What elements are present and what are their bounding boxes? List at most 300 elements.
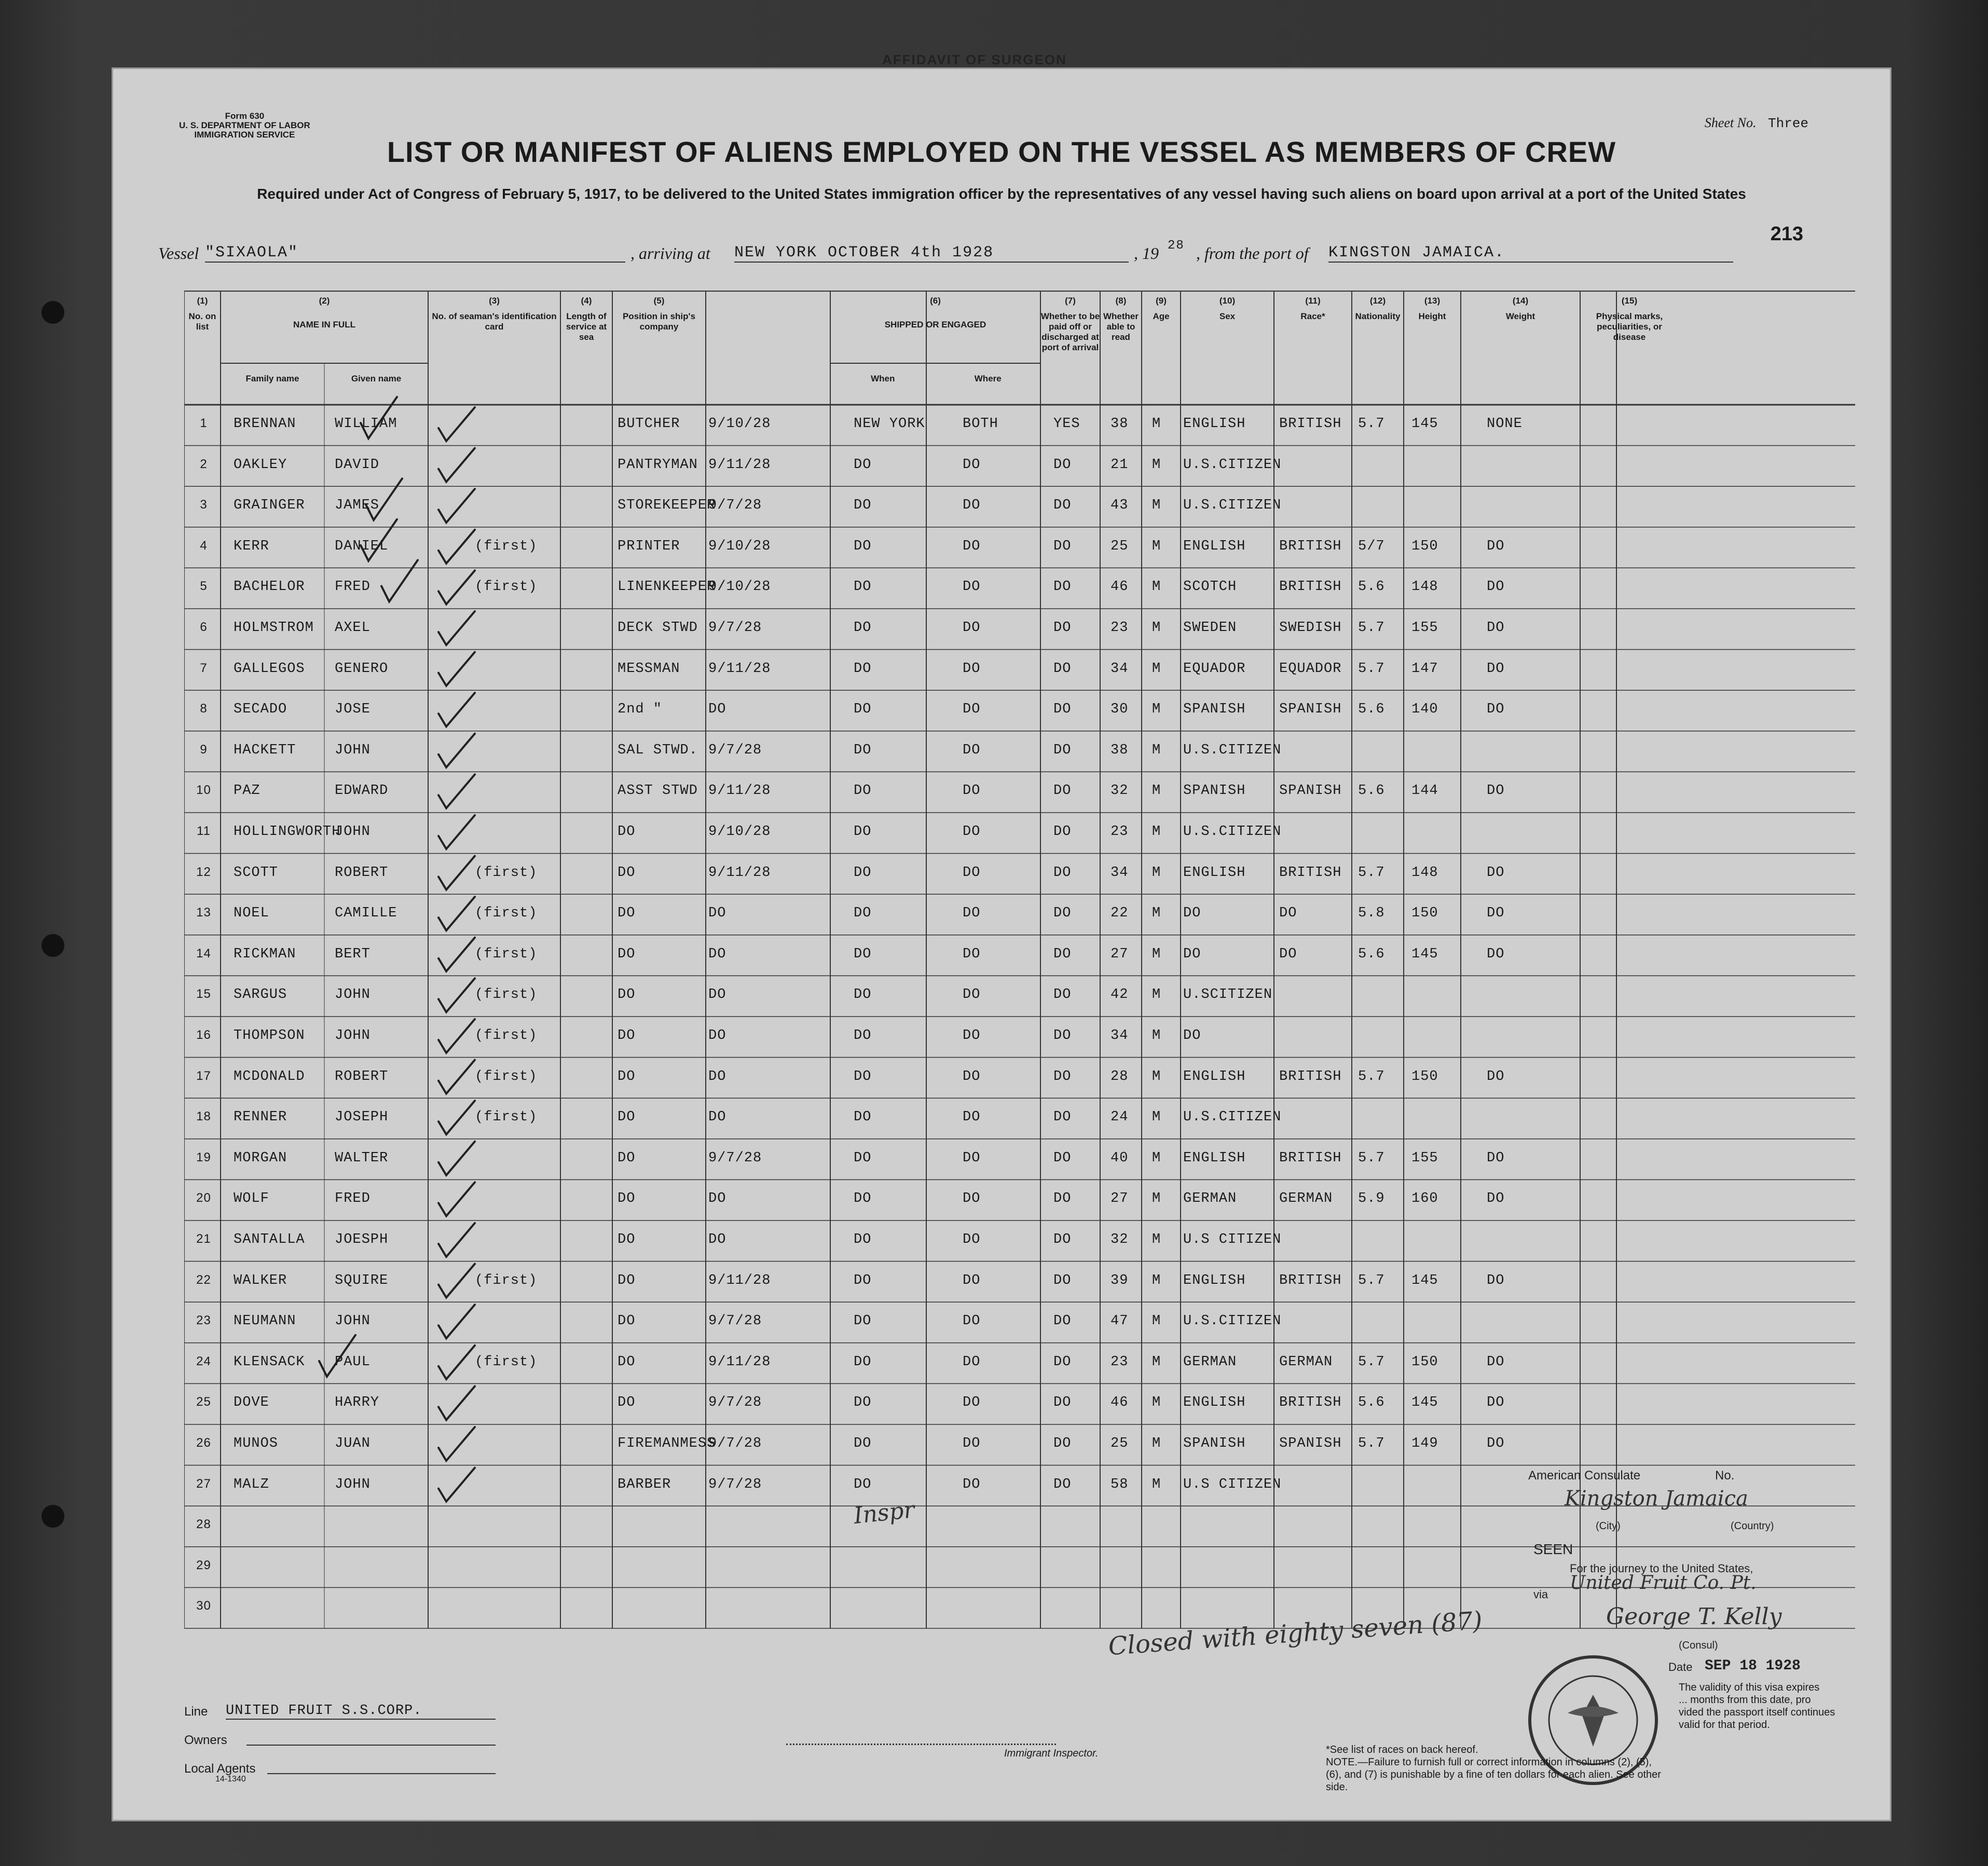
cell-sex: M	[1152, 783, 1161, 799]
column-number: (15)	[1621, 296, 1638, 306]
via-label: via	[1533, 1588, 1548, 1601]
cell-shipped-where: DO	[854, 905, 872, 922]
cell-family-name: SCOTT	[234, 865, 279, 881]
check-mark-icon	[438, 693, 475, 726]
check-mark-icon	[438, 815, 475, 849]
via-value: United Fruit Co. Pt.	[1570, 1572, 1757, 1594]
cell-shipped-where: DO	[854, 1028, 872, 1044]
cell-given-name: WALTER	[335, 1150, 389, 1166]
consul-signature: George T. Kelly	[1606, 1603, 1782, 1630]
cell-row-number: 22	[196, 1272, 211, 1287]
cell-height: 5.9	[1358, 1191, 1385, 1207]
cell-given-name: ROBERT	[335, 1068, 389, 1085]
cell-height: 5.6	[1358, 702, 1385, 718]
cell-shipped-when: 9/11/28	[708, 1272, 771, 1288]
cell-shipped-when: DO	[708, 905, 726, 922]
cell-height: 5.6	[1358, 579, 1385, 595]
cell-weight: 155	[1411, 620, 1438, 636]
cell-given-name: JOHN	[335, 824, 371, 840]
check-mark-icon	[438, 978, 475, 1012]
check-mark-icon	[438, 1427, 475, 1461]
cell-family-name: MUNOS	[234, 1436, 279, 1451]
cell-shipped-when: 9/11/28	[708, 783, 771, 799]
city-label: (City)	[1596, 1520, 1621, 1532]
col-age-header	[1142, 296, 1181, 322]
col-paid-off-header	[1040, 296, 1100, 353]
column-label: NAME IN FULL	[293, 320, 355, 330]
cell-able-to-read: DO	[1053, 457, 1072, 473]
cell-nationality: SPANISH	[1279, 1436, 1342, 1451]
cell-physical-marks: DO	[1487, 1272, 1505, 1288]
from-port-value: KINGSTON JAMAICA.	[1328, 244, 1733, 263]
check-mark-icon	[438, 1060, 475, 1094]
punch-hole	[42, 301, 64, 324]
cell-race: DO	[1183, 905, 1201, 922]
cell-paid-off: DO	[963, 865, 981, 881]
cell-row-number: 6	[200, 620, 208, 634]
cell-weight: 140	[1411, 702, 1438, 718]
cell-sex: M	[1152, 498, 1161, 514]
cell-family-name: BRENNAN	[234, 416, 296, 432]
check-mark-icon	[438, 1468, 475, 1502]
cell-race: ENGLISH	[1183, 416, 1246, 432]
cell-position: BARBER	[618, 1476, 671, 1492]
cell-weight: 144	[1411, 783, 1438, 799]
service: IMMIGRATION SERVICE	[194, 130, 295, 140]
column-sublabel: Given name	[351, 374, 402, 383]
cell-family-name: OAKLEY	[234, 457, 287, 473]
cell-paid-off: DO	[963, 905, 981, 922]
cell-weight: 160	[1411, 1191, 1438, 1207]
check-mark-icon	[438, 1223, 475, 1257]
cell-height: 5.7	[1358, 661, 1385, 677]
cell-given-name: JOHN	[335, 987, 371, 1003]
cell-shipped-where: DO	[854, 1272, 872, 1288]
check-mark-icon	[438, 611, 475, 645]
cell-position: DO	[618, 824, 636, 840]
consul-label: (Consul)	[1679, 1640, 1718, 1651]
cell-able-to-read: DO	[1053, 987, 1072, 1003]
cell-position: MESSMAN	[618, 661, 680, 677]
cell-age: 25	[1110, 1436, 1129, 1451]
cell-nationality: BRITISH	[1279, 1150, 1342, 1166]
cell-nationality: DO	[1279, 946, 1297, 962]
cell-age: 28	[1110, 1068, 1129, 1085]
cell-race: U.S.CITIZEN	[1183, 742, 1282, 758]
cell-sex: M	[1152, 661, 1161, 677]
year-suffix: 28	[1168, 239, 1185, 253]
cell-given-name: PAUL	[335, 1354, 371, 1370]
column-sublabel: Family name	[245, 374, 299, 383]
cell-shipped-when: 9/7/28	[708, 1476, 762, 1492]
cell-row-number: 24	[196, 1354, 211, 1368]
cell-sex: M	[1152, 1436, 1161, 1451]
cell-row-number: 27	[196, 1476, 211, 1491]
cell-physical-marks: DO	[1487, 1191, 1505, 1207]
cell-family-name: MALZ	[234, 1476, 269, 1492]
cell-row-number: 17	[196, 1068, 211, 1083]
cell-shipped-when: 9/11/28	[708, 457, 771, 473]
cell-shipped-when: 9/7/28	[708, 498, 762, 514]
cell-given-name: JOHN	[335, 1028, 371, 1044]
col-sex-header	[1181, 296, 1274, 322]
cell-sex: M	[1152, 1354, 1161, 1370]
cell-height: 5.7	[1358, 865, 1385, 881]
cell-position: DO	[618, 946, 636, 962]
cell-physical-marks: DO	[1487, 1436, 1505, 1451]
column-label: Age	[1153, 311, 1170, 321]
cell-height: 5.6	[1358, 946, 1385, 962]
cell-shipped-when: 9/7/28	[708, 1436, 762, 1451]
punch-hole	[42, 934, 64, 957]
column-label: SHIPPED OR ENGAGED	[884, 320, 986, 330]
cell-physical-marks: DO	[1487, 905, 1505, 922]
cell-seaman-card: (first)	[475, 1354, 538, 1370]
cell-row-number: 25	[196, 1395, 211, 1409]
cell-sex: M	[1152, 742, 1161, 758]
cell-paid-off: DO	[963, 1436, 981, 1451]
cell-age: 25	[1110, 538, 1129, 554]
cell-age: 38	[1110, 742, 1129, 758]
cell-physical-marks: DO	[1487, 620, 1505, 636]
country-label: (Country)	[1731, 1520, 1774, 1532]
cell-given-name: JOHN	[335, 742, 371, 758]
cell-row-number: 14	[196, 946, 211, 961]
cell-nationality: SWEDISH	[1279, 620, 1342, 636]
column-sublabel: Where	[974, 374, 1002, 383]
check-mark-icon	[438, 1386, 475, 1420]
cell-nationality: SPANISH	[1279, 702, 1342, 718]
cell-family-name: GALLEGOS	[234, 661, 305, 677]
cell-position: DO	[618, 865, 636, 881]
cell-shipped-where: DO	[854, 783, 872, 799]
cell-shipped-when: 9/11/28	[708, 1354, 771, 1370]
cell-family-name: HACKETT	[234, 742, 296, 758]
cell-given-name: WILLIAM	[335, 416, 397, 432]
cell-sex: M	[1152, 1272, 1161, 1288]
check-mark-icon	[438, 1142, 475, 1175]
cell-race: U.S CITIZEN	[1183, 1476, 1282, 1492]
column-number: (13)	[1424, 296, 1441, 306]
cell-height: 5.7	[1358, 620, 1385, 636]
column-number: (4)	[581, 296, 592, 306]
cell-paid-off: DO	[963, 1313, 981, 1329]
col-height-header	[1404, 296, 1461, 322]
column-label: Height	[1418, 311, 1446, 321]
cell-able-to-read: DO	[1053, 946, 1072, 962]
cell-given-name: DANIEL	[335, 538, 389, 554]
cell-paid-off: DO	[963, 620, 981, 636]
cell-paid-off: DO	[963, 1272, 981, 1288]
journey-label: For the journey to the United States,	[1570, 1562, 1753, 1575]
cell-paid-off: DO	[963, 1191, 981, 1207]
cell-shipped-where: DO	[854, 987, 872, 1003]
cell-shipped-where: DO	[854, 1150, 872, 1166]
cell-weight: 145	[1411, 1272, 1438, 1288]
cell-family-name: SECADO	[234, 702, 287, 718]
cell-sex: M	[1152, 824, 1161, 840]
cell-family-name: NOEL	[234, 905, 269, 922]
cell-weight: 155	[1411, 1150, 1438, 1166]
cell-family-name: GRAINGER	[234, 498, 305, 514]
cell-given-name: JOHN	[335, 1313, 371, 1329]
cell-row-number: 29	[196, 1558, 211, 1572]
cell-seaman-card: (first)	[475, 1109, 538, 1126]
check-mark-icon	[438, 448, 475, 482]
cell-shipped-when: DO	[708, 946, 726, 962]
cell-able-to-read: DO	[1053, 1272, 1072, 1288]
cell-given-name: SQUIRE	[335, 1272, 389, 1288]
column-number: (3)	[489, 296, 500, 306]
cell-row-number: 28	[196, 1517, 211, 1532]
cell-paid-off: DO	[963, 946, 981, 962]
cell-height: 5.7	[1358, 1354, 1385, 1370]
cell-age: 58	[1110, 1476, 1129, 1492]
column-label: Weight	[1505, 311, 1535, 321]
cell-weight: 147	[1411, 661, 1438, 677]
cell-paid-off: DO	[963, 824, 981, 840]
department: U. S. DEPARTMENT OF LABOR	[179, 120, 310, 130]
cell-shipped-where: DO	[854, 1068, 872, 1085]
cell-shipped-where: DO	[854, 865, 872, 881]
validity-line: ... months from this date, pro	[1679, 1694, 1811, 1706]
col-position-header	[612, 296, 706, 332]
cell-given-name: AXEL	[335, 620, 371, 636]
check-mark-icon	[438, 1019, 475, 1053]
check-mark-icon	[438, 530, 475, 564]
visa-validity	[1679, 1681, 1876, 1731]
cell-seaman-card: (first)	[475, 946, 538, 962]
cell-paid-off: DO	[963, 1109, 981, 1126]
cell-row-number: 21	[196, 1232, 211, 1246]
cell-shipped-when: 9/7/28	[708, 1313, 762, 1329]
owners-line	[246, 1745, 496, 1746]
cell-sex: M	[1152, 1395, 1161, 1411]
cell-position: DO	[618, 1313, 636, 1329]
validity-line: The validity of this visa expires	[1679, 1682, 1820, 1693]
cell-family-name: HOLMSTROM	[234, 620, 314, 636]
cell-row-number: 26	[196, 1436, 211, 1450]
arriving-label: , arriving at	[630, 244, 710, 263]
cell-shipped-where: DO	[854, 498, 872, 514]
cell-physical-marks: DO	[1487, 1068, 1505, 1085]
cell-able-to-read: DO	[1053, 1313, 1072, 1329]
cell-family-name: MCDONALD	[234, 1068, 305, 1085]
cell-nationality: EQUADOR	[1279, 661, 1342, 677]
cell-age: 34	[1110, 661, 1129, 677]
cell-shipped-when: 9/11/28	[708, 661, 771, 677]
cell-shipped-where: DO	[854, 538, 872, 554]
cell-family-name: PAZ	[234, 783, 261, 799]
cell-nationality: BRITISH	[1279, 1272, 1342, 1288]
cell-weight: 149	[1411, 1436, 1438, 1451]
cell-paid-off: DO	[963, 1028, 981, 1044]
cell-given-name: JOSEPH	[335, 1109, 389, 1126]
cell-family-name: SARGUS	[234, 987, 287, 1003]
cell-shipped-where: DO	[854, 620, 872, 636]
cell-given-name: CAMILLE	[335, 905, 397, 922]
cell-shipped-where: DO	[854, 457, 872, 473]
cell-race: ENGLISH	[1183, 1272, 1246, 1288]
cell-shipped-when: 9/7/28	[708, 742, 762, 758]
cell-shipped-when: 9/7/28	[708, 1150, 762, 1166]
cell-nationality: GERMAN	[1279, 1191, 1333, 1207]
column-label: Whether to be paid off or discharged at port of arrival	[1040, 311, 1100, 352]
cell-able-to-read: DO	[1053, 742, 1072, 758]
cell-shipped-when: DO	[708, 1068, 726, 1085]
cell-given-name: BERT	[335, 946, 371, 962]
cell-family-name: WOLF	[234, 1191, 269, 1207]
cell-age: 40	[1110, 1150, 1129, 1166]
cell-nationality: BRITISH	[1279, 1395, 1342, 1411]
column-number: (7)	[1065, 296, 1076, 306]
cell-age: 32	[1110, 1232, 1129, 1247]
cell-physical-marks: NONE	[1487, 416, 1523, 432]
cell-weight: 148	[1411, 865, 1438, 881]
cell-paid-off: DO	[963, 1354, 981, 1370]
cell-position: DO	[618, 905, 636, 922]
column-label: Nationality	[1355, 311, 1401, 321]
check-mark-icon	[438, 856, 475, 890]
cell-weight: 150	[1411, 538, 1438, 554]
col-nationality-header	[1352, 296, 1404, 322]
cell-row-number: 2	[200, 457, 208, 471]
cell-shipped-when: 9/7/28	[708, 620, 762, 636]
cell-shipped-when: DO	[708, 1109, 726, 1126]
cell-age: 22	[1110, 905, 1129, 922]
cell-shipped-where: DO	[854, 1354, 872, 1370]
cell-race: DO	[1183, 946, 1201, 962]
cell-race: U.S.CITIZEN	[1183, 1109, 1282, 1126]
cell-able-to-read: DO	[1053, 538, 1072, 554]
cell-position: SAL STWD.	[618, 742, 698, 758]
cell-row-number: 13	[196, 905, 211, 920]
cell-row-number: 10	[196, 783, 211, 798]
cell-age: 38	[1110, 416, 1129, 432]
cell-race: SPANISH	[1183, 702, 1246, 718]
column-label: Race*	[1300, 311, 1325, 321]
column-number: (8)	[1115, 296, 1127, 306]
cell-shipped-when: DO	[708, 702, 726, 718]
cell-age: 32	[1110, 783, 1129, 799]
cell-weight: 150	[1411, 1354, 1438, 1370]
cell-able-to-read: DO	[1053, 620, 1072, 636]
cell-shipped-when: DO	[708, 987, 726, 1003]
column-label: Physical marks, peculiarities, or disease	[1596, 311, 1663, 342]
cell-race: DO	[1183, 1028, 1201, 1044]
cell-age: 39	[1110, 1272, 1129, 1288]
cell-shipped-where: DO	[854, 1436, 872, 1451]
check-mark-icon	[438, 897, 475, 930]
cell-family-name: BACHELOR	[234, 579, 305, 595]
cell-age: 46	[1110, 1395, 1129, 1411]
cell-position: DO	[618, 1395, 636, 1411]
cell-row-number: 11	[197, 824, 211, 838]
cell-nationality: GERMAN	[1279, 1354, 1333, 1370]
cell-position: PANTRYMAN	[618, 457, 698, 473]
cell-race: U.SCITIZEN	[1183, 987, 1273, 1003]
cell-sex: M	[1152, 1191, 1161, 1207]
cell-race: ENGLISH	[1183, 1395, 1246, 1411]
column-number: (10)	[1219, 296, 1236, 306]
cell-physical-marks: DO	[1487, 538, 1505, 554]
cell-race: ENGLISH	[1183, 1068, 1246, 1085]
consulate-no-label: No.	[1715, 1469, 1735, 1483]
cell-age: 23	[1110, 824, 1129, 840]
cell-position: DO	[618, 1150, 636, 1166]
cell-able-to-read: DO	[1053, 1109, 1072, 1126]
cell-weight: 145	[1411, 1395, 1438, 1411]
check-mark-icon	[381, 560, 418, 601]
cell-position: DO	[618, 1232, 636, 1247]
cell-age: 27	[1110, 1191, 1129, 1207]
consulate-label: American Consulate	[1528, 1469, 1641, 1483]
cell-paid-off: BOTH	[963, 416, 998, 432]
cell-sex: M	[1152, 946, 1161, 962]
check-mark-icon	[438, 734, 475, 767]
cell-physical-marks: DO	[1487, 946, 1505, 962]
cell-row-number: 4	[200, 538, 208, 553]
owners-label: Owners	[184, 1733, 227, 1747]
cell-family-name: SANTALLA	[234, 1232, 305, 1247]
cell-nationality: BRITISH	[1279, 865, 1342, 881]
form-code: 14-1340	[215, 1775, 246, 1783]
cell-nationality: BRITISH	[1279, 579, 1342, 595]
cell-row-number: 16	[196, 1028, 211, 1042]
cell-height: 5.7	[1358, 1436, 1385, 1451]
cell-nationality: BRITISH	[1279, 1068, 1342, 1085]
cell-given-name: DAVID	[335, 457, 380, 473]
manifest-sheet	[112, 67, 1891, 1821]
inspector-initials: Inspr	[852, 1496, 916, 1530]
cell-paid-off: DO	[963, 742, 981, 758]
cell-shipped-where: DO	[854, 1191, 872, 1207]
cell-shipped-when: 9/10/28	[708, 824, 771, 840]
column-label: No. of seaman's identification card	[432, 311, 557, 332]
cell-age: 24	[1110, 1109, 1129, 1126]
cell-position: PRINTER	[618, 538, 680, 554]
column-number: (11)	[1305, 296, 1321, 306]
cell-able-to-read: DO	[1053, 1068, 1072, 1085]
cell-able-to-read: DO	[1053, 1150, 1072, 1166]
cell-weight: 150	[1411, 1068, 1438, 1085]
cell-family-name: HOLLINGWORTH	[234, 824, 341, 840]
column-label: Sex	[1219, 311, 1236, 321]
cell-position: DO	[618, 987, 636, 1003]
cell-shipped-when: 9/10/28	[708, 416, 771, 432]
cell-paid-off: DO	[963, 1232, 981, 1247]
cell-shipped-where: DO	[854, 1395, 872, 1411]
cell-height: 5.8	[1358, 905, 1385, 922]
cell-weight: 148	[1411, 579, 1438, 595]
cell-seaman-card: (first)	[475, 987, 538, 1003]
line-label: Line	[184, 1705, 208, 1719]
check-mark-icon	[438, 652, 475, 686]
check-mark-icon	[438, 1182, 475, 1216]
cell-age: 43	[1110, 498, 1129, 514]
cell-seaman-card: (first)	[475, 1272, 538, 1288]
cell-height: 5/7	[1358, 538, 1385, 554]
cell-paid-off: DO	[963, 783, 981, 799]
cell-paid-off: DO	[963, 661, 981, 677]
cell-race: SPANISH	[1183, 783, 1246, 799]
cell-age: 30	[1110, 702, 1129, 718]
cell-shipped-when: 9/10/28	[708, 579, 771, 595]
cell-sex: M	[1152, 620, 1161, 636]
cell-row-number: 23	[196, 1313, 211, 1328]
cell-row-number: 8	[200, 702, 208, 716]
cell-given-name: JOSE	[335, 702, 371, 718]
